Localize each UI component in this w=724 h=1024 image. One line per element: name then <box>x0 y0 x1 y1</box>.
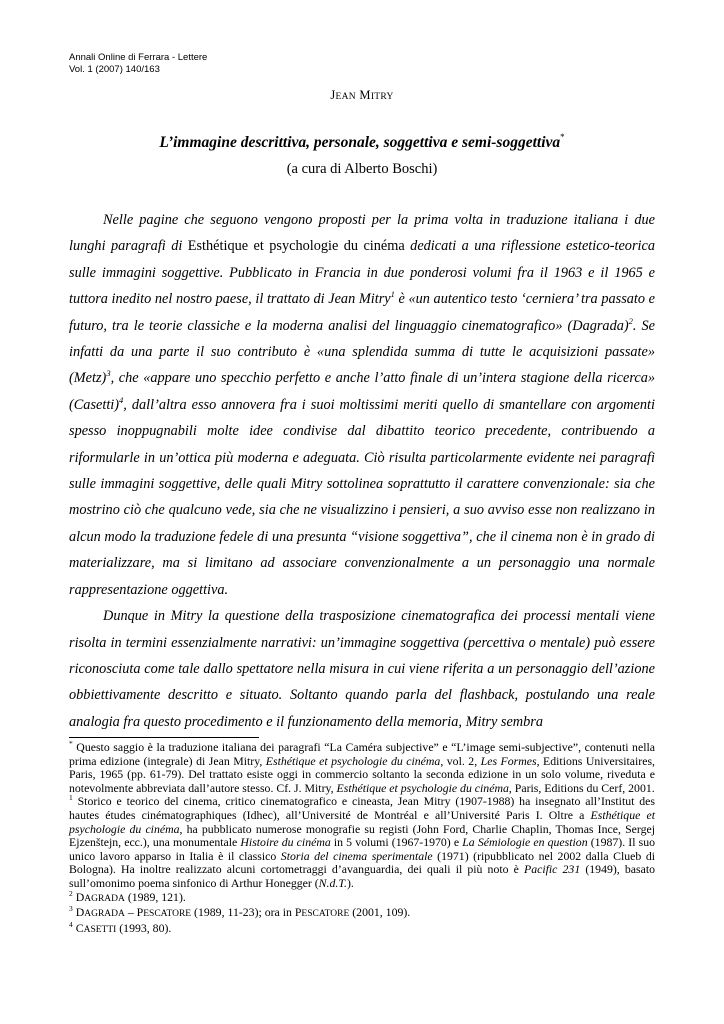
footnote-divider <box>69 737 259 738</box>
paragraph-1: Nelle pagine che seguono vengono proposti per la prima volta in traduzione italiana i due lunghi paragrafi di Esthétique et psychologie du cinéma dedicati a una riflessione estetico-teorica sulle immagini soggettive. Pubblicato in Francia in due ponderosi volumi fra il 1963 e il 1965 e tuttora inedito nel nostro paese, il trattato di Jean Mitry$^1$ è «un autentico testo ‘cerniera’ tra passato e futuro, tra le teorie classiche e la moderna analisi del linguaggio cinematografico» (Dagrada)$^2$. Se infatti da una parte il suo contributo è «una splendida summa di tutte le acquisizioni passate» (Metz)$^3$, che «appare uno specchio perfetto e anche l’atto finale di un’intera stagione della ricerca» (Casetti)$^4$, dall’altra esso annovera fra i suoi moltissimi meriti quello di smantellare con argomenti spesso inoppugnabili molte idee condivise dal dibattito teorico precedente, contribuendo a riformularle in un’ottica più moderna e adeguata. Ciò risulta particolarmente evidente nei paragrafi sulle immagini soggettive, delle quali Mitry sottolinea soprattutto il carattere convenzionale: sia che mostrino ciò che qualcuno vede, sia che ne visualizzino i pensieri, a suo avviso esse non realizzano in alcun modo la traduzione fedele di una presunta “visione soggettiva”, che il cinema non è in grado di materializzare, ma si limitano ad associare convenzionalmente a un personaggio una normale rappresentazione oggettiva. <box>69 212 655 598</box>
editor-credit: (a cura di Alberto Boschi) <box>286 161 438 177</box>
article-title: L’immagine descrittiva, personale, soggettiva e semi-soggettiva* <box>159 132 565 151</box>
footnote-3: $^3$ DAGRADA – PESCATORE (1989, 11-23); ora in PESCATORE (2001, 109). <box>69 904 411 920</box>
footnotes <box>69 741 655 937</box>
footnote-ref: 3 <box>106 368 111 379</box>
footnote-ref: 1 <box>390 289 395 300</box>
article-body <box>69 207 655 735</box>
book-title: Esthétique et psychologie du cinéma <box>187 238 405 255</box>
footnote-2: $^2$ DAGRADA (1989, 121). <box>69 888 186 904</box>
footnote-1: $^1$ Storico e teorico del cinema, critico cinematografico e cineasta, Jean Mitry (1907-1988) ha insegnato all’Institut des hautes études cinématographiques (Idhec), all’Université de Montréal e all’Université Paris I. Oltre a Esthétique et psychologie du cinéma, ha pubblicato numerose monografie su registi (John Ford, Charlie Chaplin, Thomas Ince, Sergej Ejzenštejn, ecc.), una monumentale Histoire du cinéma in 5 volumi (1967-1970) e La Sémiologie en question (1987). Il suo unico lavoro apparso in Italia è il classico Storia del cinema sperimentale (1971) (ripubblicato nel 2002 dalla Clueb di Bologna). Ha inoltre realizzato alcuni cortometraggi d’avanguardia, dei quali il più noto è Pacific 231 (1949), basato sull’omonimo poema sinfonico di Arthur Honegger (N.d.T.). <box>69 793 656 890</box>
footnote-ref: 4 <box>119 394 124 405</box>
title-footnote-mark: * <box>560 132 565 142</box>
paragraph-2: Dunque in Mitry la questione della trasposizione cinematografica dei processi mentali viene risolta in termini essenzialmente narrativi: un’immagine soggettiva (percettiva o mentale) può essere riconosciuta come tale dallo spettatore nella misura in cui viene riferita a un personaggio dell’azione obbiettivamente descritto e situato. Soltanto quando parla del flashback, postulando una reale analogia fra questo procedimento e il funzionamento della memoria, Mitry sembra <box>69 608 655 730</box>
footnote-ref: 2 <box>628 315 633 326</box>
journal-name: Annali Online di Ferrara - Lettere <box>69 52 208 63</box>
running-header <box>69 52 207 76</box>
footnote-4: $^4$ CASETTI (1993, 80). <box>69 919 172 935</box>
author-name: JEAN MITRY <box>330 88 394 102</box>
volume-info: Vol. 1 (2007) 140/163 <box>69 64 160 75</box>
footnote-star: * Questo saggio è la traduzione italiana dei paragrafi “La Caméra subjective” e “L’image semi-subjective”, contenuti nella prima edizione (integrale) di Jean Mitry, Esthétique et psychologie du cinéma, vol. 2, Les Formes, Editions Universitaires, Paris, 1965 (pp. 61-79). Del trattato esiste oggi in commercio soltanto la seconda edizione in un solo volume, riveduta e notevolmente abbreviata dall’autore stesso. Cf. J. Mitry, Esthétique et psychologie du cinéma, Paris, Editions du Cerf, 2001. <box>69 739 655 795</box>
